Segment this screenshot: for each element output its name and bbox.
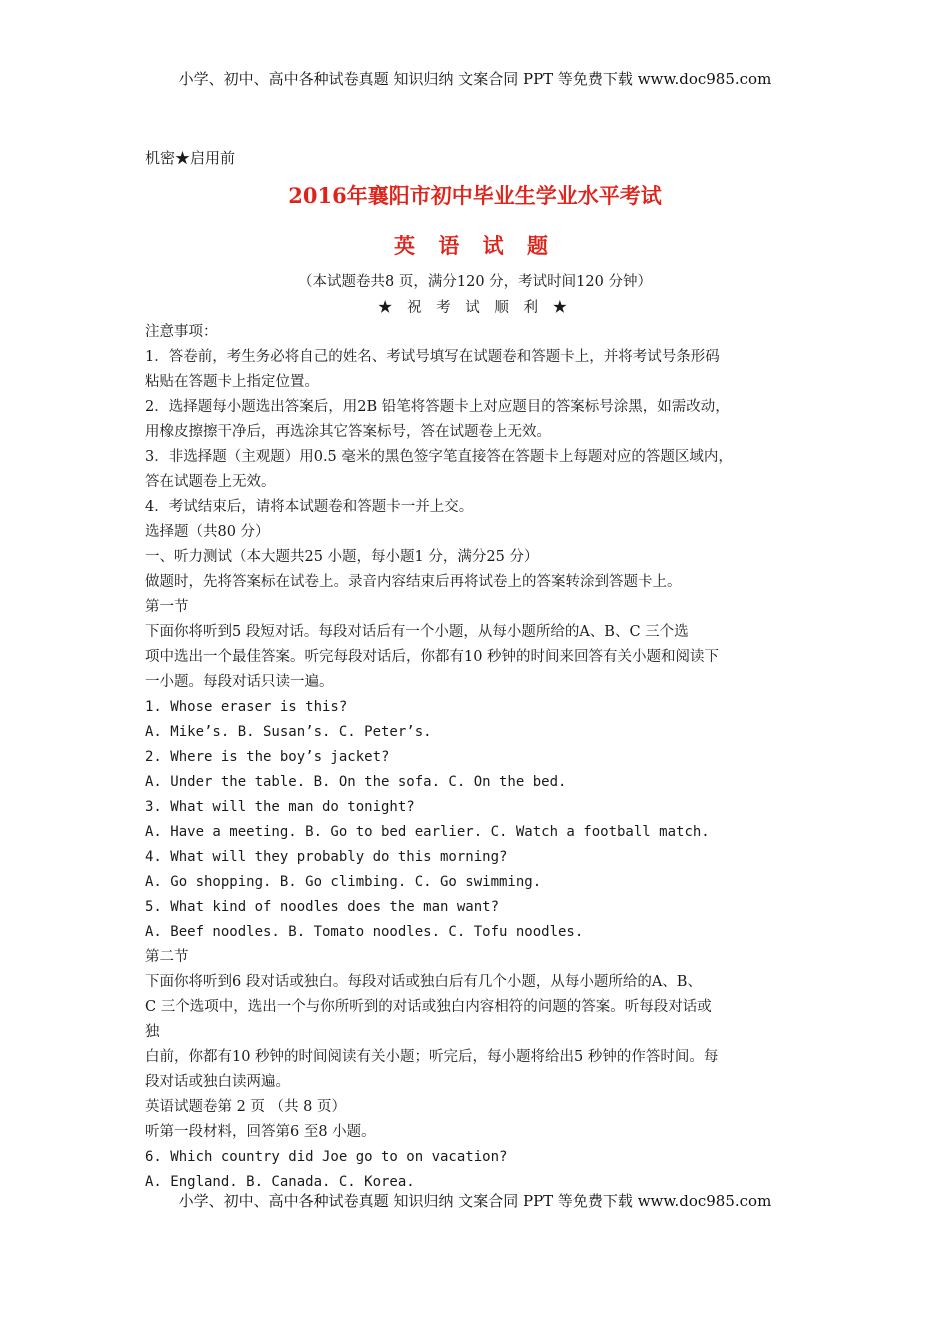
subject-title: 英 语 试 题 <box>394 233 556 258</box>
text-line: 第一节 <box>145 599 189 615</box>
question-line: 6. Which country did Joe go to on vacation? <box>145 1149 508 1165</box>
text-line: 2．选择题每小题选出答案后，用2B 铅笔将答题卡上对应题目的答案标号涂黑，如需改动， <box>145 399 730 415</box>
options-line: A. Under the table. B. On the sofa. C. On the bed. <box>145 774 567 790</box>
text-line: 听第一段材料，回答第6 至8 小题。 <box>145 1124 376 1140</box>
question-line: 4. What will they probably do this morning? <box>145 849 508 865</box>
options-line: A. Have a meeting. B. Go to bed earlier. C. Watch a football match. <box>145 824 710 840</box>
confidential-label: 机密★启用前 <box>145 149 236 167</box>
text-line: 选择题（共80 分） <box>145 524 270 540</box>
text-line: 段对话或独白读两遍。 <box>145 1074 290 1090</box>
text-line: 项中选出一个最佳答案。听完每段对话后，你都有10 秒钟的时间来回答有关小题和阅读下 <box>145 649 720 665</box>
options-line: A. Beef noodles. B. Tomato noodles. C. Tofu noodles. <box>145 924 584 940</box>
text-line: 第二节 <box>145 949 189 965</box>
text-line: 粘贴在答题卡上指定位置。 <box>145 374 319 390</box>
text-line: 下面你将听到5 段短对话。每段对话后有一个小题，从每小题所给的A、B、C 三个选 <box>145 624 689 640</box>
text-line: 英语试题卷第 2 页 （共 8 页） <box>145 1099 346 1115</box>
text-line: 用橡皮擦擦干净后，再选涂其它答案标号，答在试题卷上无效。 <box>145 424 551 440</box>
text-line: 白前，你都有10 秒钟的时间阅读有关小题；听完后，每小题将给出5 秒钟的作答时间。每 <box>145 1049 719 1065</box>
text-line: 独 <box>145 1024 160 1040</box>
text-line: 1．答卷前，考生务必将自己的姓名、考试号填写在试题卷和答题卡上，并将考试号条形码 <box>145 349 720 365</box>
text-line: 一、听力测试（本大题共25 小题，每小题1 分，满分25 分） <box>145 549 539 565</box>
text-line: 4．考试结束后，请将本试题卷和答题卡一并上交。 <box>145 499 474 515</box>
options-line: A. England. B. Canada. C. Korea. <box>145 1174 415 1190</box>
blessing-line: ★ 祝 考 试 顺 利 ★ <box>377 300 573 316</box>
text-line: 一小题。每段对话只读一遍。 <box>145 674 334 690</box>
question-line: 3. What will the man do tonight? <box>145 799 415 815</box>
text-line: 答在试题卷上无效。 <box>145 474 276 490</box>
exam-title: 2016年襄阳市初中毕业生学业水平考试 <box>288 183 662 208</box>
text-line: C 三个选项中，选出一个与你所听到的对话或独白内容相符的问题的答案。听每段对话或 <box>145 999 712 1015</box>
question-line: 5. What kind of noodles does the man want? <box>145 899 500 915</box>
text-line: 做题时，先将答案标在试卷上。录音内容结束后再将试卷上的答案转涂到答题卡上。 <box>145 574 682 590</box>
text-line: 下面你将听到6 段对话或独白。每段对话或独白后有几个小题，从每小题所给的A、B、 <box>145 974 702 990</box>
options-line: A. Mike’s. B. Susan’s. C. Peter’s. <box>145 724 432 740</box>
page-header: 小学、初中、高中各种试卷真题 知识归纳 文案合同 PPT 等免费下载 www.doc985.com <box>178 70 772 88</box>
page-footer: 小学、初中、高中各种试卷真题 知识归纳 文案合同 PPT 等免费下载 www.doc985.com <box>178 1192 772 1210</box>
options-line: A. Go shopping. B. Go climbing. C. Go swimming. <box>145 874 542 890</box>
question-line: 1. Whose eraser is this? <box>145 699 348 715</box>
text-line: 注意事项： <box>145 324 218 340</box>
question-line: 2. Where is the boy’s jacket? <box>145 749 390 765</box>
document-body <box>145 320 815 1195</box>
exam-info: （本试题卷共8 页，满分120 分，考试时间120 分钟） <box>298 274 652 290</box>
text-line: 3．非选择题（主观题）用0.5 毫米的黑色签字笔直接答在答题卡上每题对应的答题区域内， <box>145 449 733 465</box>
